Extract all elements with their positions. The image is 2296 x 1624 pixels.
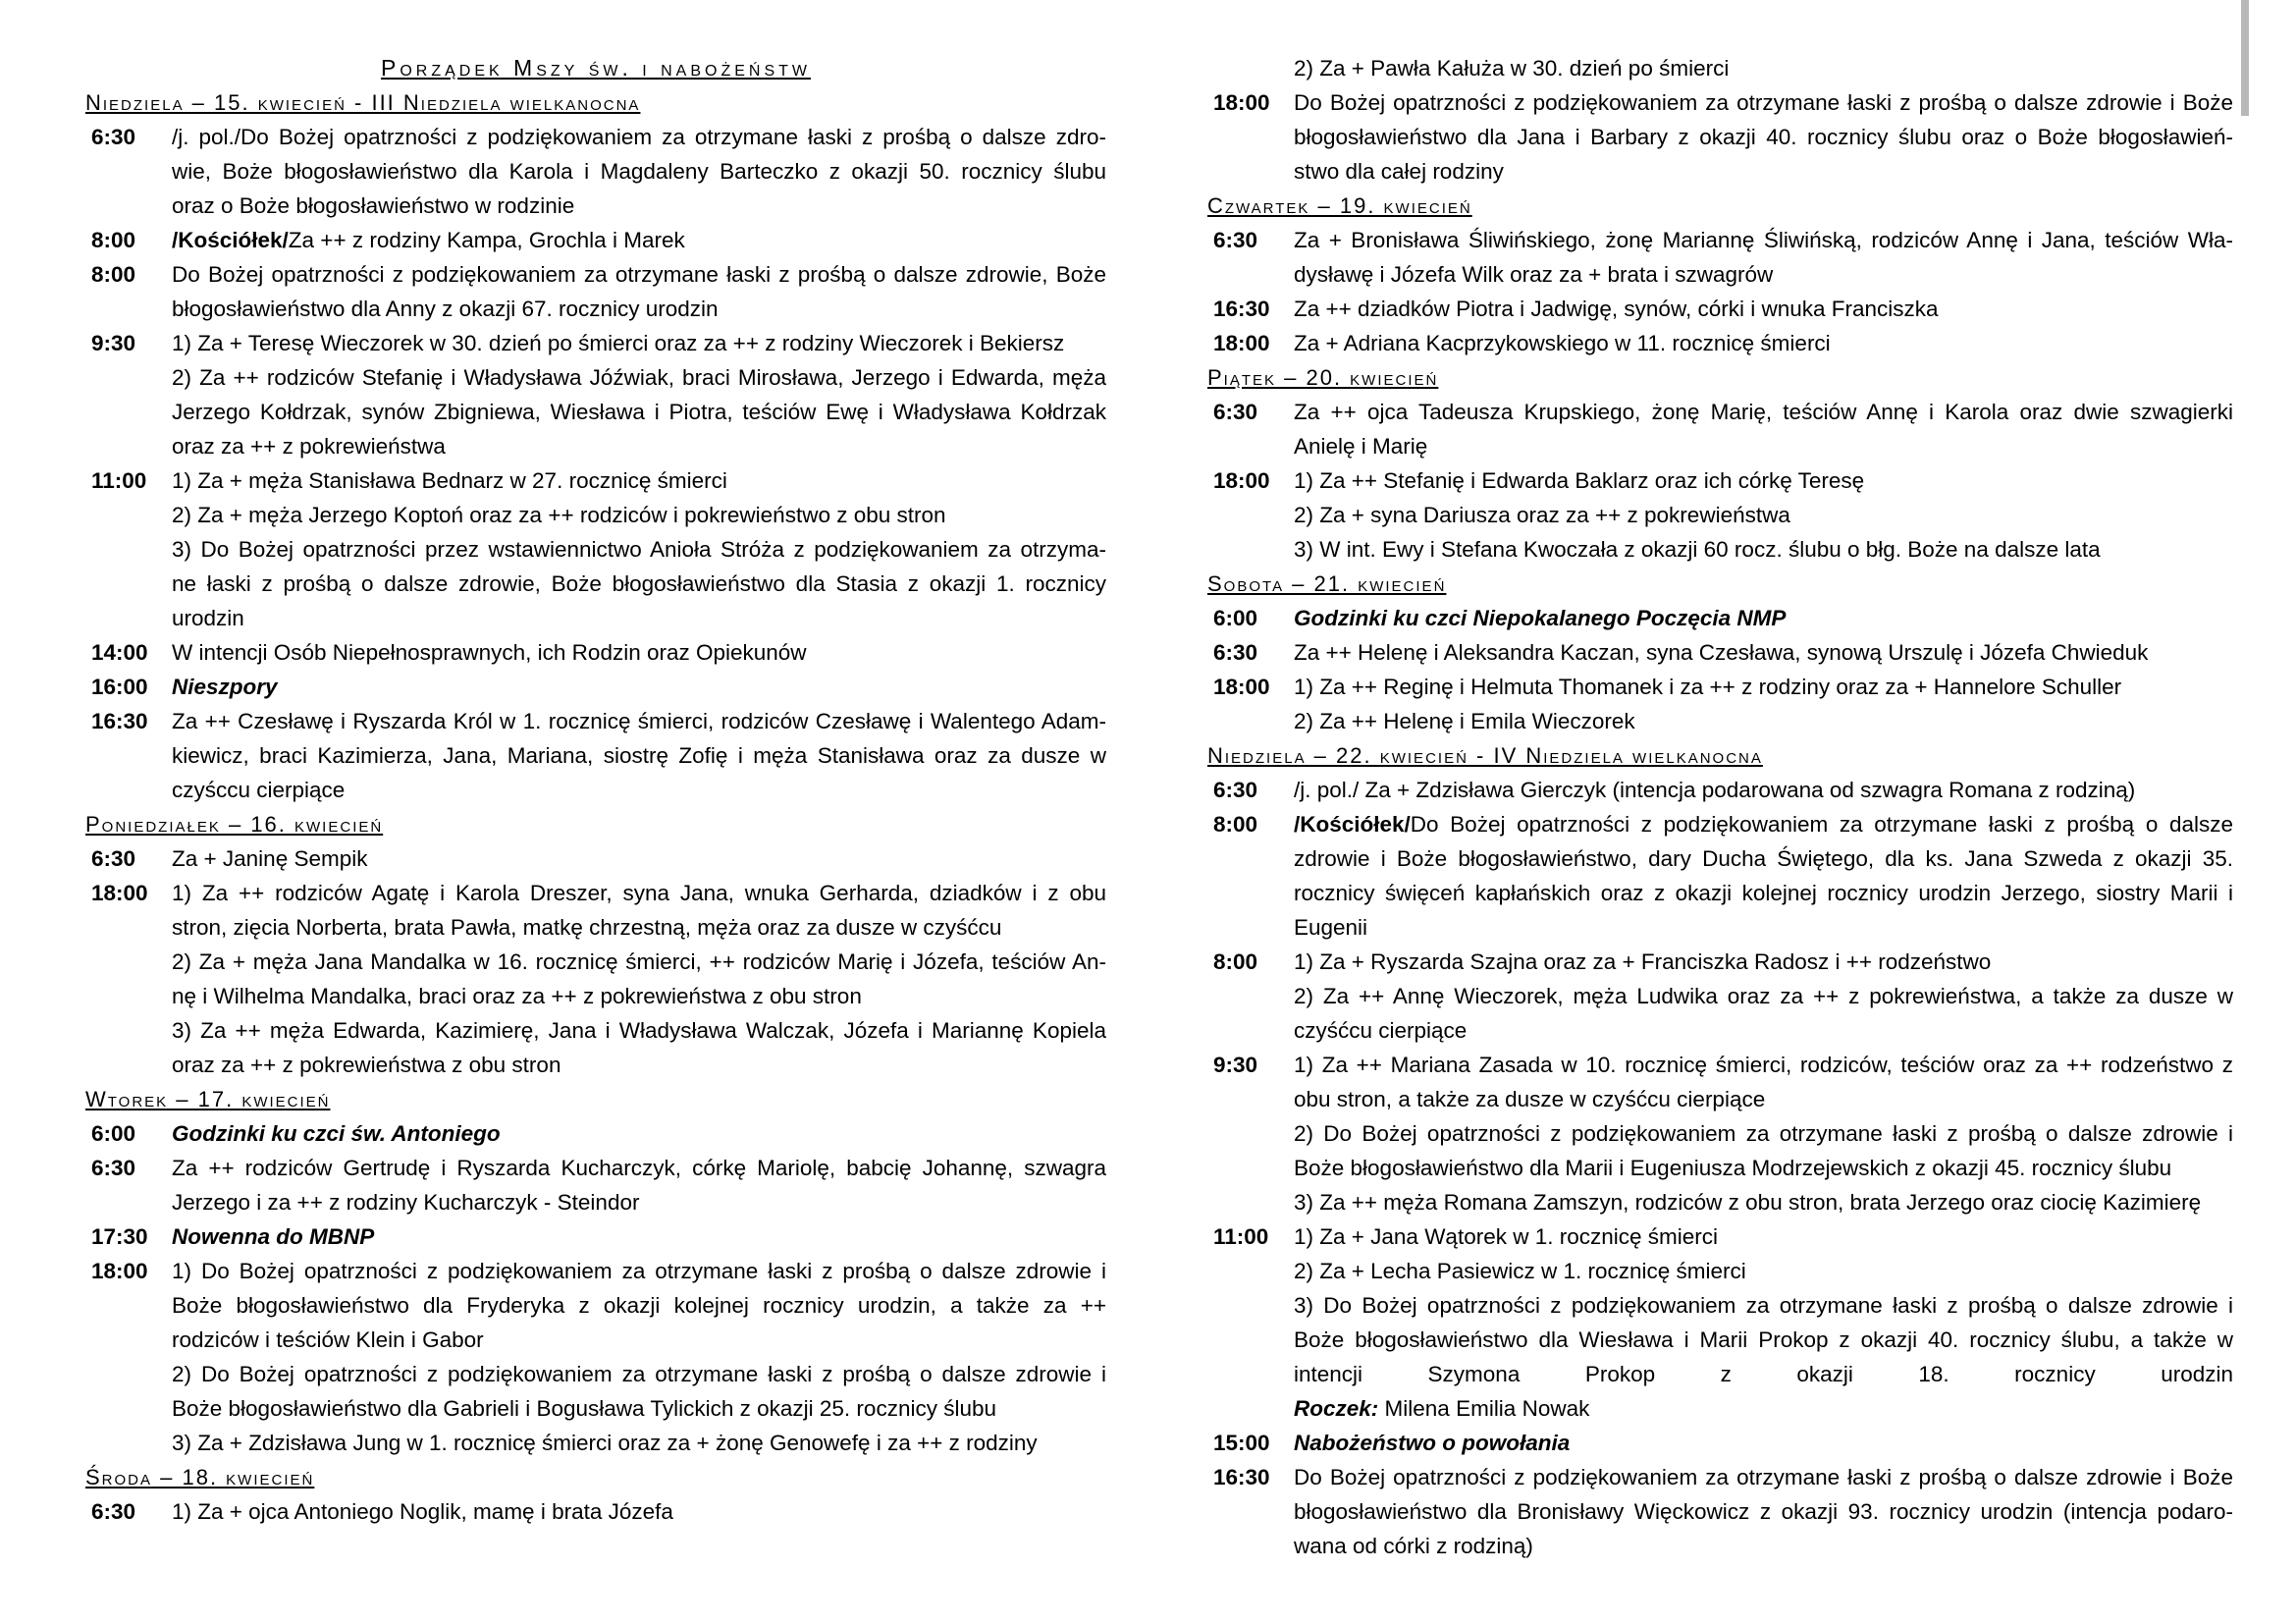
mass-intentions <box>172 1151 1106 1219</box>
mass-intentions <box>1294 1219 2233 1426</box>
mass-entry <box>85 1116 1106 1151</box>
service-name: Godzinki ku czci Niepokalanego Poczęcia NMP <box>1294 606 1787 630</box>
intention-line: Boże błogosławieństwo dla Marii i Eugeniusza Modrzejewskich z okazji 45. rocznicy ślubu <box>1294 1156 2172 1180</box>
mass-entry <box>1207 463 2233 567</box>
mass-entry <box>85 120 1106 223</box>
intention-line: /j. pol./ Za + Zdzisława Gierczyk (intencja podarowana od szwagra Romana z rodziną) <box>1294 778 2136 802</box>
intention-line: Jerzego Kołdrzak, synów Zbigniewa, Wiesława i Piotra, teściów Ewę i Władysława Kołdrzak <box>172 400 1106 424</box>
mass-entry <box>1207 773 2233 807</box>
mass-time: 18:00 <box>1213 331 1270 355</box>
intention-line: kiewicz, braci Kazimierza, Jana, Mariana, siostrę Zofię i męża Stanisława oraz za dusze w <box>172 743 1106 768</box>
intention-line: wie, Boże błogosławieństwo dla Karola i Magdaleny Barteczko z okazji 50. rocznicy ślubu <box>172 159 1106 184</box>
mass-time: 18:00 <box>1213 675 1270 699</box>
intention-line: 2) Za + męża Jerzego Koptoń oraz za ++ rodziców i pokrewieństwo z obu stron <box>172 503 946 527</box>
mass-intentions <box>1294 601 2233 635</box>
mass-time: 18:00 <box>1213 468 1270 493</box>
intention-line: 1) Za ++ rodziców Agatę i Karola Dreszer, syna Jana, wnuka Gerharda, dziadków i z obu <box>172 881 1106 905</box>
intention-line: urodzin <box>172 606 244 630</box>
roczek-name: Milena Emilia Nowak <box>1378 1396 1590 1421</box>
mass-intentions <box>1294 395 2233 463</box>
day-heading: Wtorek – 17. kwiecień <box>85 1087 331 1111</box>
intention-line: 1) Za + Teresę Wieczorek w 30. dzień po śmierci oraz za ++ z rodziny Wieczorek i Bekiersz <box>172 331 1065 355</box>
intention-line: intencji Szymona Prokop z okazji 18. rocznicy urodzin <box>1294 1362 2233 1386</box>
intention-line: obu stron, a także za dusze w czyśćcu cierpiące <box>1294 1087 1766 1111</box>
mass-intentions <box>1294 807 2233 945</box>
mass-intentions <box>1294 1048 2233 1219</box>
left-column <box>85 51 1106 1529</box>
intention-line: Za + Janinę Sempik <box>172 846 368 871</box>
right-column <box>1207 51 2233 1563</box>
mass-entry <box>1207 1460 2233 1563</box>
mass-entry <box>85 326 1106 463</box>
mass-time: 6:00 <box>91 1121 136 1146</box>
mass-time: 16:00 <box>91 675 148 699</box>
intention-line: błogosławieństwo dla Jana i Barbary z okazji 40. rocznicy ślubu oraz o Boże błogosławień- <box>1294 125 2233 149</box>
mass-intentions <box>172 1494 1106 1529</box>
mass-time: 16:30 <box>91 709 148 733</box>
intention-line: 3) Za ++ męża Romana Zamszyn, rodziców z obu stron, brata Jerzego oraz ciocię Kazimierę <box>1294 1190 2202 1215</box>
intention-line: 2) Za + Lecha Pasiewicz w 1. rocznicę śmierci <box>1294 1259 1746 1283</box>
intention-line: 3) Za ++ męża Edwarda, Kazimierę, Jana i Władysława Walczak, Józefa i Mariannę Kopiela <box>172 1018 1106 1043</box>
day-heading: Poniedziałek – 16. kwiecień <box>85 812 384 837</box>
mass-time: 11:00 <box>91 468 147 493</box>
left-entries <box>85 85 1106 1529</box>
mass-intentions <box>172 223 1106 257</box>
intention-line: czyśccu cierpiące <box>172 778 346 802</box>
mass-intentions <box>1294 670 2233 738</box>
mass-intentions <box>1294 51 2233 85</box>
mass-intentions <box>172 876 1106 1082</box>
mass-intentions <box>1294 326 2233 360</box>
mass-intentions <box>172 463 1106 635</box>
mass-entry <box>1207 51 2233 85</box>
mass-entry <box>1207 85 2233 189</box>
intention-line: nę i Wilhelma Mandalka, braci oraz za ++ z pokrewieństwa z obu stron <box>172 984 862 1008</box>
intention-line: 1) Za + męża Stanisława Bednarz w 27. rocznicę śmierci <box>172 468 727 493</box>
intention-line: Za ++ dziadków Piotra i Jadwigę, synów, córki i wnuka Franciszka <box>1294 297 1939 321</box>
intention-line: oraz o Boże błogosławieństwo w rodzinie <box>172 193 575 218</box>
intention-line <box>1294 807 2233 841</box>
mass-entry <box>1207 1426 2233 1460</box>
intention-line: oraz za ++ z pokrewieństwa <box>172 434 446 459</box>
mass-entry <box>1207 223 2233 292</box>
intention-line: 1) Do Bożej opatrzności z podziękowaniem za otrzymane łaski z prośbą o dalsze zdrowie i <box>172 1259 1106 1283</box>
mass-entry <box>85 1254 1106 1460</box>
mass-time: 11:00 <box>1213 1224 1269 1249</box>
intention-line: Do Bożej opatrzności z podziękowaniem za otrzymane łaski z prośbą o dalsze zdrowie i Boże <box>1294 1465 2233 1489</box>
mass-entry <box>1207 395 2233 463</box>
mass-entry <box>1207 601 2233 635</box>
intention-line: zdrowie i Boże błogosławieństwo, dary Ducha Świętego, dla ks. Jana Szweda z okazji 35. <box>1294 846 2233 871</box>
mass-intentions <box>1294 945 2233 1048</box>
intention-line: Za ++ rodziców Gertrudę i Ryszarda Kucharczyk, córkę Mariolę, babcię Johannę, szwagra <box>172 1156 1106 1180</box>
mass-intentions <box>172 1219 1106 1254</box>
page-title: Porządek Mszy św. i nabożeństw <box>380 55 812 81</box>
mass-intentions <box>1294 773 2233 807</box>
mass-intentions <box>172 635 1106 670</box>
mass-time: 6:30 <box>91 125 136 149</box>
mass-time: 8:00 <box>91 228 136 252</box>
mass-time: 18:00 <box>91 881 148 905</box>
mass-time: 8:00 <box>1213 812 1258 837</box>
intention-line: 1) Za ++ Mariana Zasada w 10. rocznicę śmierci, rodziców, teściów oraz za ++ rodzeństwo z <box>1294 1053 2233 1077</box>
mass-entry <box>85 1494 1106 1529</box>
intention-line <box>172 223 1106 257</box>
mass-intentions <box>172 1116 1106 1151</box>
intention-line: Za ++ Czesławę i Ryszarda Król w 1. rocznicę śmierci, rodziców Czesławę i Walentego Adam- <box>172 709 1106 733</box>
mass-intentions <box>172 704 1106 807</box>
roczek-label: Roczek: <box>1294 1396 1379 1421</box>
mass-time: 8:00 <box>91 262 136 287</box>
intention-line: 3) Do Bożej opatrzności z podziękowaniem za otrzymane łaski z prośbą o dalsze zdrowie i <box>1294 1293 2233 1318</box>
mass-entry <box>85 635 1106 670</box>
mass-intentions <box>172 326 1106 463</box>
intention-line: Za ++ Helenę i Aleksandra Kaczan, syna Czesława, synową Urszulę i Józefa Chwieduk <box>1294 640 2149 665</box>
mass-time: 17:30 <box>91 1224 148 1249</box>
mass-entry <box>85 257 1106 326</box>
mass-time: 6:30 <box>1213 778 1258 802</box>
mass-entry <box>1207 635 2233 670</box>
mass-intentions <box>172 257 1106 326</box>
intention-text: Za ++ z rodziny Kampa, Grochla i Marek <box>288 228 685 252</box>
mass-entry <box>85 1151 1106 1219</box>
intention-line: Za + Adriana Kacprzykowskiego w 11. rocznicę śmierci <box>1294 331 1831 355</box>
mass-intentions <box>172 1254 1106 1460</box>
intention-line: 2) Do Bożej opatrzności z podziękowaniem za otrzymane łaski z prośbą o dalsze zdrowie i <box>1294 1121 2233 1146</box>
intention-line: Boże błogosławieństwo dla Wiesława i Marii Prokop z okazji 40. rocznicy ślubu, a także w <box>1294 1327 2233 1352</box>
intention-line: Do Bożej opatrzności z podziękowaniem za otrzymane łaski z prośbą o dalsze zdrowie, Boże <box>172 262 1106 287</box>
intention-line: W intencji Osób Niepełnosprawnych, ich Rodzin oraz Opiekunów <box>172 640 807 665</box>
intention-line: 2) Za + Pawła Kałuża w 30. dzień po śmierci <box>1294 56 1730 81</box>
mass-time <box>1207 51 1294 85</box>
roczek-line <box>1294 1391 2233 1426</box>
day-heading: Środa – 18. kwiecień <box>85 1465 315 1489</box>
intention-line: 2) Za ++ Helenę i Emila Wieczorek <box>1294 709 1635 733</box>
mass-entry <box>85 1219 1106 1254</box>
intention-line: 1) Za ++ Stefanię i Edwarda Baklarz oraz ich córkę Teresę <box>1294 468 1865 493</box>
mass-entry <box>1207 807 2233 945</box>
intention-line: Anielę i Marię <box>1294 434 1428 459</box>
intention-line: rodziców i teściów Klein i Gabor <box>172 1327 484 1352</box>
intention-line: stwo dla całej rodziny <box>1294 159 1504 184</box>
mass-entry <box>85 876 1106 1082</box>
location-label: /Kościółek/ <box>1294 812 1411 837</box>
mass-entry <box>1207 292 2233 326</box>
mass-entry <box>1207 326 2233 360</box>
intention-line: 2) Za ++ Annę Wieczorek, męża Ludwika oraz za ++ z pokrewieństwa, a także za dusze w <box>1294 984 2233 1008</box>
mass-entry <box>85 223 1106 257</box>
mass-intentions <box>1294 463 2233 567</box>
intention-line: czyśćcu cierpiące <box>1294 1018 1468 1043</box>
intention-text: Do Bożej opatrzności z podziękowaniem za otrzymane łaski z prośbą o dalsze <box>1410 812 2233 837</box>
intention-line: Za ++ ojca Tadeusza Krupskiego, żonę Marię, teściów Annę i Karola oraz dwie szwagierki <box>1294 400 2233 424</box>
mass-intentions <box>1294 223 2233 292</box>
intention-line: błogosławieństwo dla Bronisławy Więckowicz z okazji 93. rocznicy urodzin (intencja podaro- <box>1294 1499 2233 1524</box>
intention-line: 2) Do Bożej opatrzności z podziękowaniem za otrzymane łaski z prośbą o dalsze zdrowie i <box>172 1362 1106 1386</box>
location-label: /Kościółek/ <box>172 228 289 252</box>
service-name: Nieszpory <box>172 675 278 699</box>
mass-time: 6:30 <box>91 846 136 871</box>
mass-entry <box>1207 1219 2233 1426</box>
mass-entry <box>85 670 1106 704</box>
intention-line: stron, zięcia Norberta, brata Pawła, matkę chrzestną, męża oraz za dusze w czyśćcu <box>172 915 1002 940</box>
mass-intentions <box>1294 635 2233 670</box>
intention-line: 2) Za + męża Jana Mandalka w 16. rocznicę śmierci, ++ rodziców Marię i Józefa, teściów An- <box>172 949 1106 974</box>
intention-line: Boże błogosławieństwo dla Gabrieli i Bogusława Tylickich z okazji 25. rocznicy ślubu <box>172 1396 996 1421</box>
right-entries <box>1207 51 2233 1563</box>
service-name: Godzinki ku czci św. Antoniego <box>172 1121 501 1146</box>
mass-intentions <box>172 841 1106 876</box>
mass-entry <box>1207 670 2233 738</box>
intention-line: 2) Za ++ rodziców Stefanię i Władysława Jóźwiak, braci Mirosława, Jerzego i Edwarda, męża <box>172 365 1106 390</box>
intention-line: 1) Za + Ryszarda Szajna oraz za + Franciszka Radosz i ++ rodzeństwo <box>1294 949 1992 974</box>
intention-line: 1) Za + Jana Wątorek w 1. rocznicę śmierci <box>1294 1224 1719 1249</box>
intention-line: Do Bożej opatrzności z podziękowaniem za otrzymane łaski z prośbą o dalsze zdrowie i Boże <box>1294 90 2233 115</box>
intention-line: wana od córki z rodziną) <box>1294 1534 1533 1558</box>
mass-time: 16:30 <box>1213 1465 1270 1489</box>
intention-line: Jerzego i za ++ z rodziny Kucharczyk - Steindor <box>172 1190 640 1215</box>
day-heading: Sobota – 21. kwiecień <box>1207 571 1447 596</box>
day-heading: Czwartek – 19. kwiecień <box>1207 193 1472 218</box>
intention-line: ne łaski z prośbą o dalsze zdrowie, Boże błogosławieństwo dla Stasia z okazji 1. rocznicy <box>172 571 1106 596</box>
mass-entry <box>85 704 1106 807</box>
service-name: Nabożeństwo o powołania <box>1294 1431 1571 1455</box>
mass-entry <box>85 841 1106 876</box>
intention-line: 1) Za ++ Reginę i Helmuta Thomanek i za ++ z rodziny oraz za + Hannelore Schuller <box>1294 675 2122 699</box>
mass-time: 9:30 <box>1213 1053 1258 1077</box>
intention-line: błogosławieństwo dla Anny z okazji 67. rocznicy urodzin <box>172 297 719 321</box>
mass-time: 16:30 <box>1213 297 1270 321</box>
day-heading: Niedziela – 15. kwiecień - III Niedziela wielkanocna <box>85 90 641 115</box>
mass-time: 15:00 <box>1213 1431 1270 1455</box>
mass-time: 6:30 <box>1213 228 1258 252</box>
intention-line: rocznicy święceń kapłańskich oraz z okazji kolejnej rocznicy urodzin Jerzego, siostry Marii i <box>1294 881 2233 905</box>
mass-intentions <box>172 120 1106 223</box>
mass-time: 6:30 <box>1213 400 1258 424</box>
intention-line: Eugenii <box>1294 915 1368 940</box>
mass-time: 6:30 <box>1213 640 1258 665</box>
mass-intentions <box>1294 292 2233 326</box>
service-name: Nowenna do MBNP <box>172 1224 375 1249</box>
mass-intentions <box>172 670 1106 704</box>
scrollbar-thumb[interactable] <box>2241 0 2249 116</box>
intention-line: 3) Do Bożej opatrzności przez wstawiennictwo Anioła Stróża z podziękowaniem za otrzyma- <box>172 537 1106 562</box>
intention-line: Boże błogosławieństwo dla Fryderyka z okazji kolejnej rocznicy urodzin, a także za ++ <box>172 1293 1106 1318</box>
intention-line: Za + Bronisława Śliwińskiego, żonę Mariannę Śliwińską, rodziców Annę i Jana, teściów Wła- <box>1294 228 2233 252</box>
intention-line: 3) Za + Zdzisława Jung w 1. rocznicę śmierci oraz za + żonę Genowefę i za ++ z rodziny <box>172 1431 1038 1455</box>
intention-line: oraz za ++ z pokrewieństwa z obu stron <box>172 1053 561 1077</box>
mass-time: 6:30 <box>91 1156 136 1180</box>
mass-intentions <box>1294 85 2233 189</box>
mass-time: 6:30 <box>91 1499 136 1524</box>
mass-time: 8:00 <box>1213 949 1258 974</box>
intention-line: 2) Za + syna Dariusza oraz za ++ z pokrewieństwa <box>1294 503 1790 527</box>
mass-time: 9:30 <box>91 331 136 355</box>
day-heading: Niedziela – 22. kwiecień - IV Niedziela wielkanocna <box>1207 743 1763 768</box>
day-heading: Piątek – 20. kwiecień <box>1207 365 1439 390</box>
mass-intentions <box>1294 1460 2233 1563</box>
intention-line: /j. pol./Do Bożej opatrzności z podziękowaniem za otrzymane łaski z prośbą o dalsze zdro- <box>172 125 1106 149</box>
mass-entry <box>1207 1048 2233 1219</box>
intention-line: 1) Za + ojca Antoniego Noglik, mamę i brata Józefa <box>172 1499 673 1524</box>
mass-time: 18:00 <box>1213 90 1270 115</box>
mass-entry <box>85 463 1106 635</box>
intention-line: dysławę i Józefa Wilk oraz za + brata i szwagrów <box>1294 262 1774 287</box>
mass-time: 18:00 <box>91 1259 148 1283</box>
mass-entry <box>1207 945 2233 1048</box>
intention-line: 3) W int. Ewy i Stefana Kwoczała z okazji 60 rocz. ślubu o błg. Boże na dalsze lata <box>1294 537 2101 562</box>
mass-time: 14:00 <box>91 640 148 665</box>
mass-intentions <box>1294 1426 2233 1460</box>
mass-time: 6:00 <box>1213 606 1258 630</box>
